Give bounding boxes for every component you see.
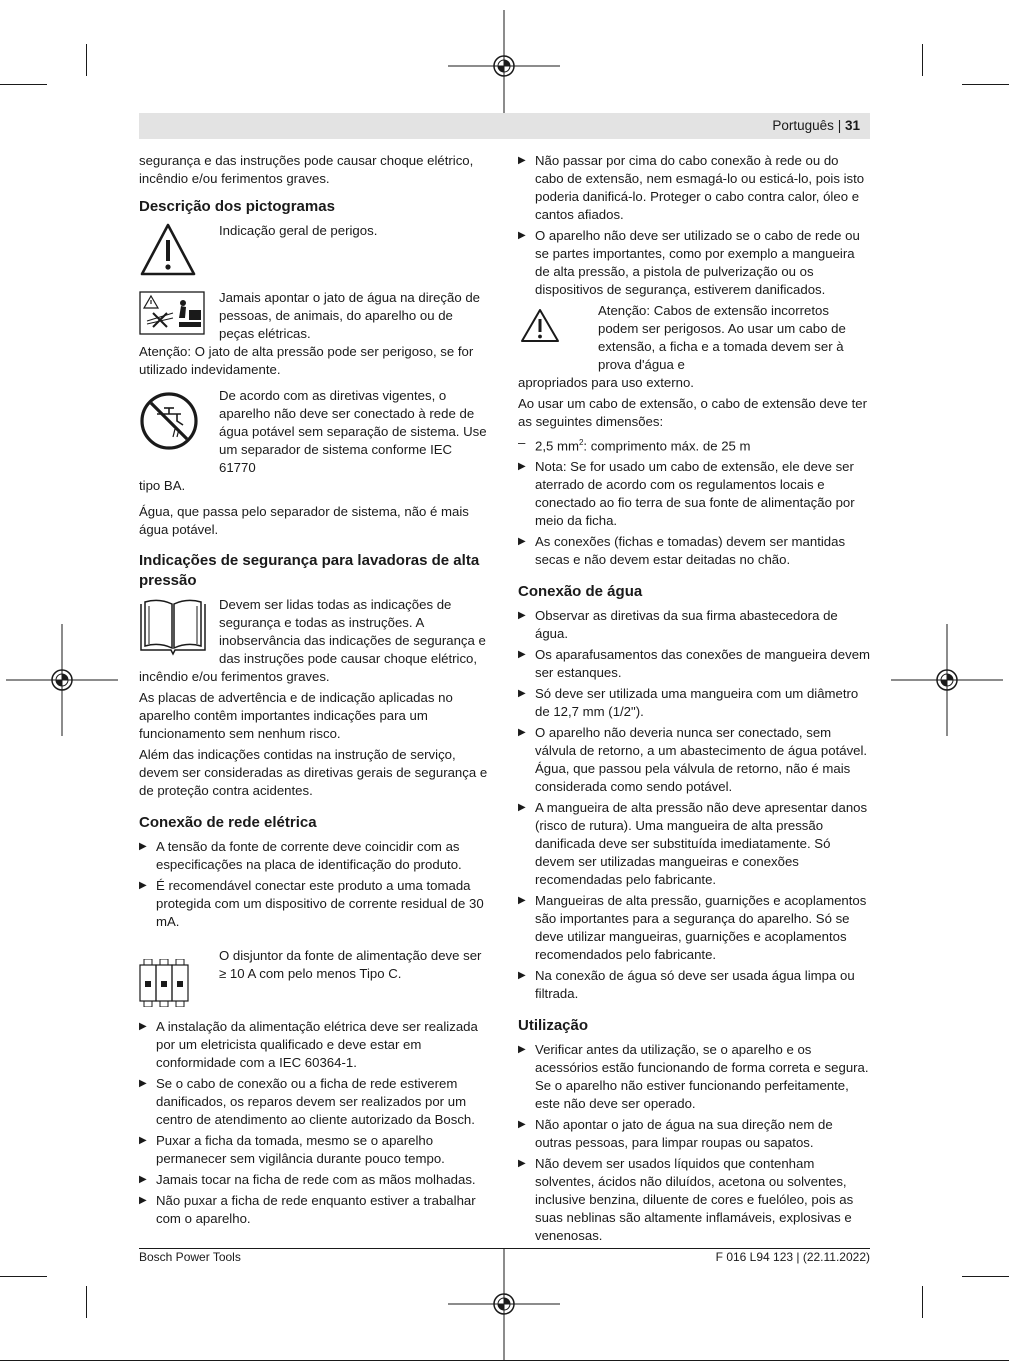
- crop-mark: [962, 84, 1009, 85]
- list-item: ▶ O aparelho não deveria nunca ser conectado, sem válvula de retorno, a um abastecimento de água potável. Água, que passou pela válvula de retorno, não é mais considerada como sendo potável.: [518, 724, 870, 796]
- warning-triangle-icon: [139, 222, 197, 278]
- crop-mark: [86, 1286, 87, 1318]
- list-item: ▶ A mangueira de alta pressão não deve apresentar danos (risco de rutura). Uma mangueira de alta pressão danificada deve ser substituída imediatamente. Só devem ser utilizadas mangueiras e conexões recomendadas pelo fabricante.: [518, 799, 870, 889]
- list-item: ▶ Nota: Se for usado um cabo de extensão, ele deve ser aterrado de acordo com os regulamentos locais e conectado ao fio terra de sua fonte de alimentação por meio da ficha.: [518, 458, 870, 530]
- list-item: ▶ Observar as diretivas da sua firma abastecedora de água.: [518, 607, 870, 643]
- read-manual-after-text: incêndio e/ou ferimentos graves.: [139, 669, 330, 684]
- pictograms-heading: Descrição dos pictogramas: [139, 198, 335, 215]
- potable-water-paragraph: Água, que passa pelo separador de sistema, não é mais água potável.: [139, 504, 469, 537]
- header-text: Português | 31: [772, 118, 860, 133]
- usage-heading: Utilização: [518, 1017, 589, 1035]
- extension-dimensions-text: Ao usar um cabo de extensão, o cabo de extensão deve ter as seguintes dimensões:: [518, 396, 867, 429]
- list-item: ▶ Jamais tocar na ficha de rede com as mãos molhadas.: [139, 1171, 491, 1189]
- water-jet-warning-icon: [139, 291, 205, 335]
- warning-triangle-icon: [520, 308, 560, 344]
- water-jet-warning-text: Jamais apontar o jato de água na direção de pessoas, de animais, do aparelho ou de peças elétricas.: [219, 290, 481, 341]
- water-jet-after-text: Atenção: O jato de alta pressão pode ser perigoso, se for utilizado indevidamente.: [139, 344, 474, 377]
- read-manual-book-icon: [139, 598, 207, 656]
- warning-plates-paragraph: As placas de advertência e de indicação aplicadas no aparelho contêm importantes indicações para um funcionamento sem nenhum risco.: [139, 690, 453, 741]
- extension-warning-text: Atenção: Cabos de extensão incorretos podem ser perigosos. Ao usar um cabo de extensão, a ficha e a tomada devem ser à prova d'água e: [598, 303, 846, 372]
- list-item: ▶ Se o cabo de conexão ou a ficha de rede estiverem danificados, os reparos devem ser realizados por um centro de atendimento ao cliente autorizado da Bosch.: [139, 1075, 491, 1129]
- system-separator-after-text: tipo BA.: [139, 478, 186, 493]
- list-item: ▶ Só deve ser utilizada uma mangueira com um diâmetro de 12,7 mm (1/2").: [518, 685, 870, 721]
- extension-after-text: apropriados para uso externo.: [518, 375, 694, 390]
- pictogram-water-jet: [139, 289, 491, 343]
- footer-doc-number: F 016 L94 123 | (22.11.2022): [715, 1250, 870, 1264]
- list-item: ▶ As conexões (fichas e tomadas) devem ser mantidas secas e não devem estar deitadas no chão.: [518, 533, 870, 569]
- page-header: [139, 113, 870, 139]
- footer-divider: [139, 1248, 870, 1249]
- general-danger-text: Indicação geral de perigos.: [219, 223, 378, 238]
- list-item: ▶ Verificar antes da utilização, se o aparelho e os acessórios estão funcionando de forma correta e segura. Se o aparelho não estiver funcionando perfeitamente, este não deve ser operado.: [518, 1041, 870, 1113]
- list-item: ▶ Não puxar a ficha de rede enquanto estiver a trabalhar com o aparelho.: [139, 1192, 491, 1228]
- crop-mark: [0, 1276, 47, 1277]
- list-item: ▶ Não apontar o jato de água na sua direção nem de outras pessoas, para limpar roupas ou sapatos.: [518, 1116, 870, 1152]
- list-item: ▶ Na conexão de água só deve ser usada água limpa ou filtrada.: [518, 967, 870, 1003]
- left-column: [139, 152, 491, 1231]
- crop-mark: [86, 44, 87, 76]
- page-number: 31: [844, 118, 860, 133]
- circuit-breaker-text: O disjuntor da fonte de alimentação deve ser ≥ 10 A com pelo menos Tipo C.: [219, 948, 482, 981]
- crop-mark: [922, 44, 923, 76]
- pictogram-extension-cable: [518, 302, 870, 374]
- system-separator-text: De acordo com as diretivas vigentes, o aparelho não deve ser conectado à rede de água potável sem separação de sistema. Use um separador de sistema conforme IEC 61770: [219, 388, 487, 475]
- list-item: ▶ A instalação da alimentação elétrica deve ser realizada por um eletricista qualificado e deve estar em conformidade com a IEC 60364-1.: [139, 1018, 491, 1072]
- water-connection-heading: Conexão de água: [518, 583, 643, 601]
- footer-brand: Bosch Power Tools: [139, 1250, 241, 1264]
- registration-mark-icon: [448, 1248, 560, 1360]
- crop-mark: [922, 1286, 923, 1318]
- read-manual-text: Devem ser lidas todas as indicações de segurança e todas as instruções. A inobservância das indicações de segurança e das instruções pode causar choque elétrico,: [219, 597, 486, 666]
- electrical-heading: Conexão de rede elétrica: [139, 814, 317, 831]
- list-item: ▶ O aparelho não deve ser utilizado se o cabo de rede ou se partes importantes, como por exemplo a mangueira de alta pressão, a pistola de pulverização ou os dispositivos de segurança, estiverem danificados.: [518, 227, 870, 299]
- pictogram-system-separator: [139, 387, 491, 477]
- list-item: ▶ É recomendável conectar este produto a uma tomada protegida com um dispositivo de corrente residual de 30 mA.: [139, 877, 491, 931]
- regulations-paragraph: Além das indicações contidas na instrução de serviço, devem ser consideradas as diretivas gerais de segurança e de proteção contra acidentes.: [139, 747, 488, 798]
- safety-heading: Indicações de segurança para lavadoras de alta pressão: [139, 552, 480, 589]
- right-column: [518, 152, 870, 1248]
- no-potable-water-connection-icon: [139, 391, 199, 451]
- registration-mark-icon: [6, 624, 118, 736]
- list-item: ▶ Mangueiras de alta pressão, guarnições e acoplamentos são importantes para a segurança do aparelho. Só se deve utilizar mangueiras, guarnições e acoplamentos recomendados pelo fabricante.: [518, 892, 870, 964]
- list-item: ▶ Não devem ser usados líquidos que contenham solventes, ácidos não diluídos, acetona ou solventes, inclusive benzina, diluente de cores e fuelóleo, pois as suas neblinas são altamente inflamáveis, explosivas e venenosas.: [518, 1155, 870, 1245]
- crop-mark: [0, 84, 47, 85]
- list-item: ▶ Os aparafusamentos das conexões de mangueira devem ser estanques.: [518, 646, 870, 682]
- pictogram-read-manual: [139, 596, 491, 668]
- intro-paragraph: segurança e das instruções pode causar choque elétrico, incêndio e/ou ferimentos graves.: [139, 153, 474, 186]
- pictogram-circuit-breaker: [139, 947, 491, 1012]
- registration-mark-icon: [891, 624, 1003, 736]
- registration-mark-icon: [448, 10, 560, 122]
- crop-mark: [962, 1276, 1009, 1277]
- list-item: ▶ Não passar por cima do cabo conexão à rede ou do cabo de extensão, nem esmagá-lo ou esticá-lo, pois isto poderia danificá-lo. Proteger o cabo contra calor, óleo e cantos afiados.: [518, 152, 870, 224]
- list-item: – 2,5 $mm^2$: comprimento máx. de 25 m: [518, 434, 870, 455]
- list-item: ▶ Puxar a ficha da tomada, mesmo se o aparelho permanecer sem vigilância durante pouco tempo.: [139, 1132, 491, 1168]
- pictogram-general-danger: [139, 222, 491, 283]
- list-item: ▶ A tensão da fonte de corrente deve coincidir com as especificações na placa de identificação do produto.: [139, 838, 491, 874]
- circuit-breaker-icon: [139, 959, 189, 1007]
- header-language: Português: [772, 118, 834, 133]
